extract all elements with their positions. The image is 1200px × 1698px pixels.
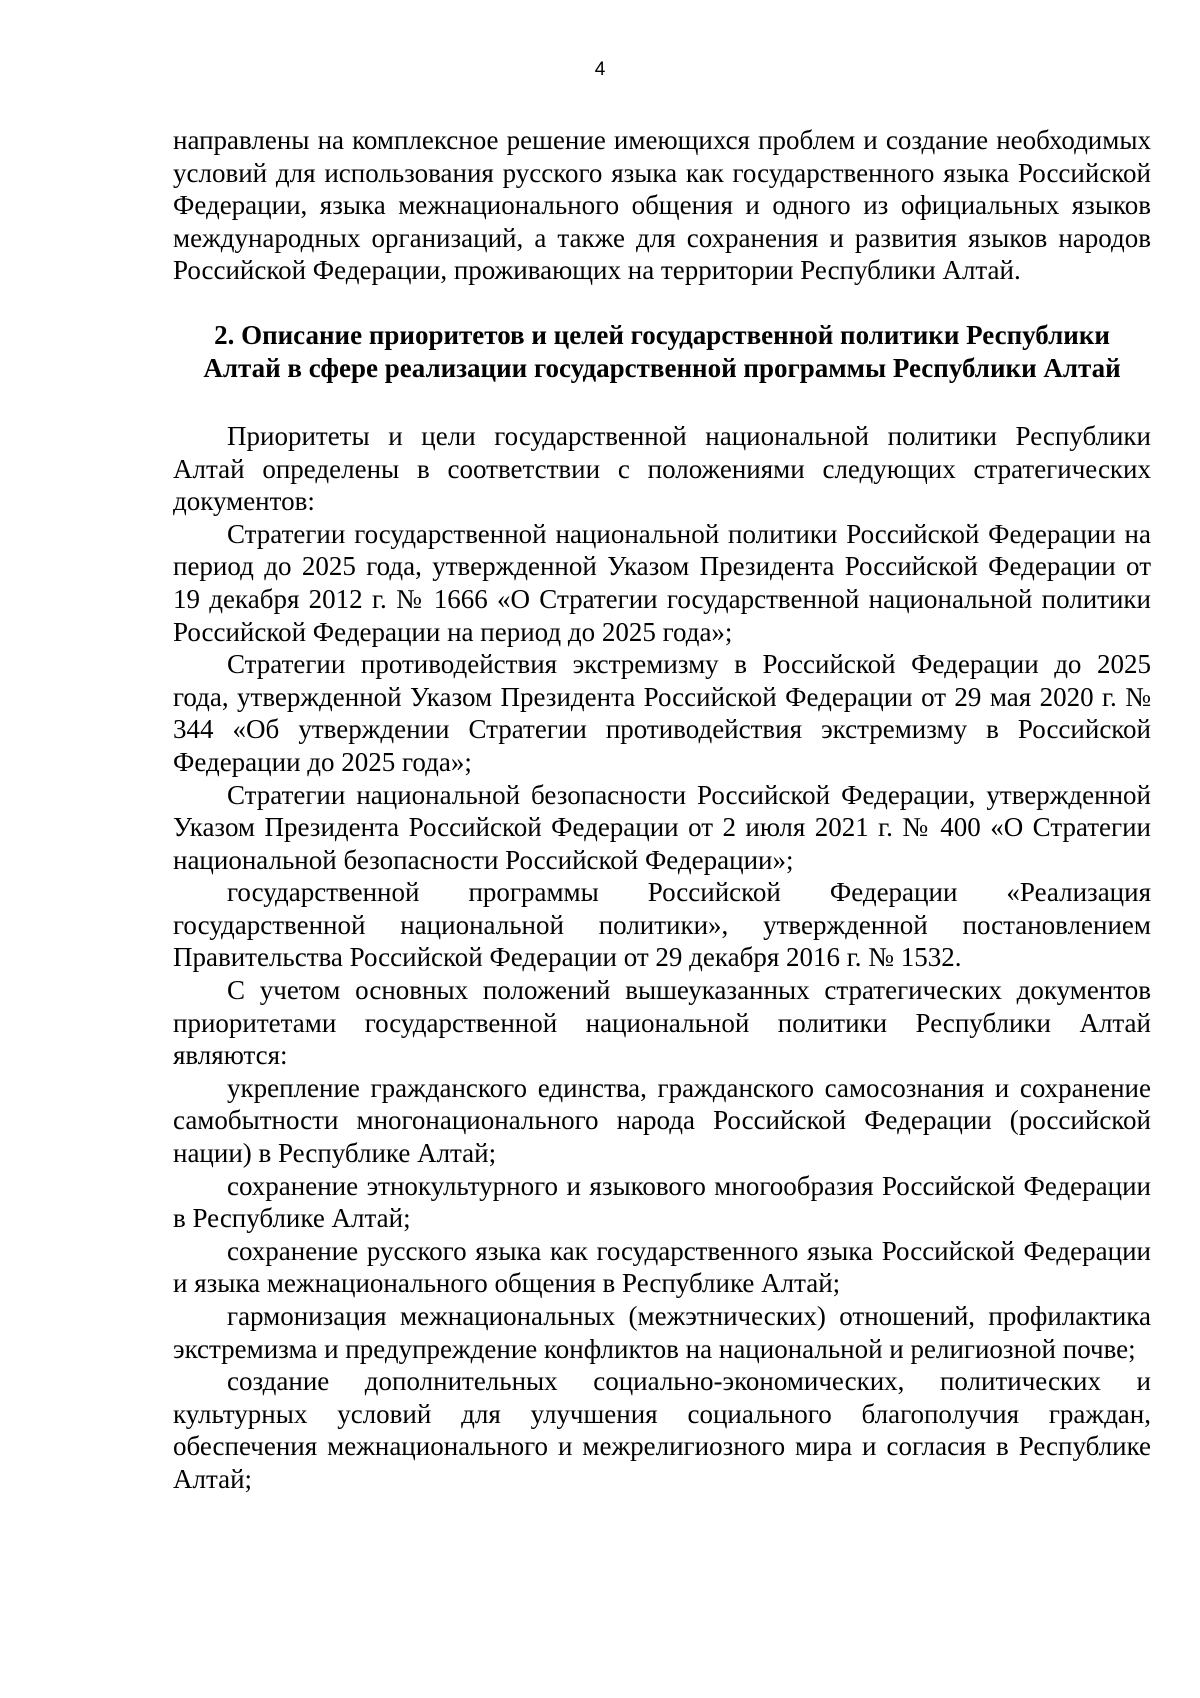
paragraph-priorities-intro: Приоритеты и цели государственной национальной политики Республики Алтай определены в соответствии с положениями следующих стратегических документов: <box>173 420 1151 517</box>
section-heading <box>173 319 1151 385</box>
paragraph-priority-harmonization: гармонизация межнациональных (межэтнических) отношений, профилактика экстремизма и предупреждение конфликтов на национальной и религиозной почве; <box>173 1301 1151 1364</box>
paragraph-state-program: государственной программы Российской Федерации «Реализация государственной национальной политики», утвержденной постановлением Правительства Российской Федерации от 29 декабря 2016 г. № 1532. <box>173 877 1151 973</box>
paragraph-priority-russian-language: сохранение русского языка как государственного языка Российской Федерации и языка межнационального общения в Республике Алтай; <box>173 1235 1151 1299</box>
document-body <box>173 124 1151 1496</box>
paragraph-priority-ethnocultural-diversity: сохранение этнокультурного и языкового многообразия Российской Федерации в Республике Алтай; <box>173 1170 1151 1234</box>
paragraph-priorities-list-intro: С учетом основных положений вышеуказанных стратегических документов приоритетами государственной национальной политики Республики Алтай являются: <box>173 975 1151 1071</box>
paragraph-strategy-security: Стратегии национальной безопасности Российской Федерации, утвержденной Указом Президента Российской Федерации от 2 июля 2021 г. № 400 «О Стратегии национальной безопасности Российской Федерации»; <box>173 779 1151 875</box>
paragraph-strategy-extremism: Стратегии противодействия экстремизму в Российской Федерации до 2025 года, утвержденной Указом Президента Российской Федерации от 29 мая 2020 г. № 344 «Об утверждении Стратегии противодействия экстремизму в Российской Федерации до 2025 года»; <box>173 649 1151 777</box>
paragraph-strategy-national-policy: Стратегии государственной национальной политики Российской Федерации на период до 2025 года, утвержденной Указом Президента Российской Федерации от 19 декабря 2012 г. № 1666 «О Стратегии государственной национальной политики Российской Федерации на период до 2025 года»; <box>173 518 1151 647</box>
intro-paragraph: направлены на комплексное решение имеющихся проблем и создание необходимых условий для использования русского языка как государственного языка Российской Федерации, языка межнационального общения и одного из официальных языков международных организаций, а также для сохранения и развития языков народов Российской Федерации, проживающих на территории Республики Алтай. <box>173 125 1151 286</box>
paragraph-priority-social-conditions: создание дополнительных социально-экономических, политических и культурных условий для улучшения социального благополучия граждан, обеспечения межнационального и межрелигиозного мира и согласия в Республике Алтай; <box>173 1366 1151 1494</box>
section-heading-line-2: Алтай в сфере реализации государственной программы Республики Алтай <box>203 352 1121 383</box>
section-heading-line-1: 2. Описание приоритетов и целей государственной политики Республики <box>214 319 1110 350</box>
paragraph-priority-civic-unity: укрепление гражданского единства, гражданского самосознания и сохранение самобытности многонационального народа Российской Федерации (российской нации) в Республике Алтай; <box>173 1072 1151 1169</box>
page-number: 4 <box>594 59 606 80</box>
